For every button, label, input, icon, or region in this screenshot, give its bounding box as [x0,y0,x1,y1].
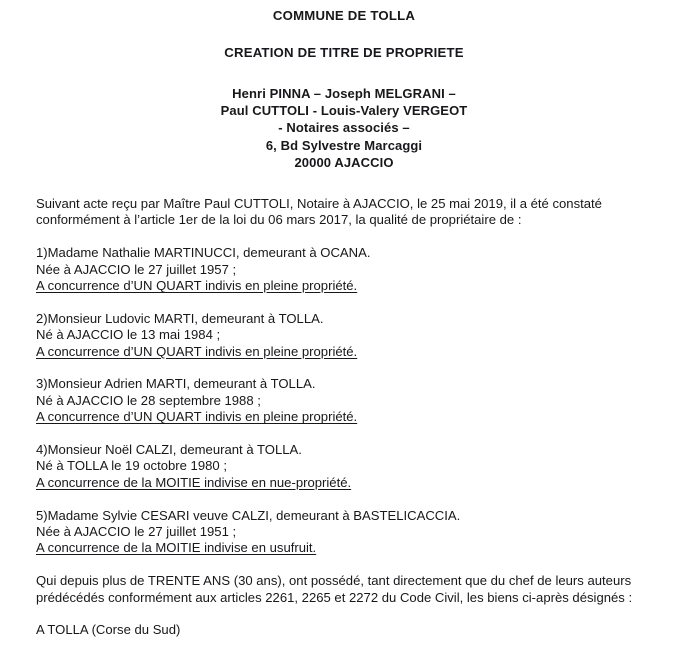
owner-entry-2 [36,311,650,360]
owner-identity: 1)Madame Nathalie MARTINUCCI, demeurant à OCANA. [36,245,371,261]
spacer [36,229,650,245]
owner-entry-1 [36,245,650,294]
owner-identity: 2)Monsieur Ludovic MARTI, demeurant à TOLLA. [36,310,324,326]
notary-street-address: 6, Bd Sylvestre Marcaggi [265,137,423,153]
owner-share: A concurrence d’UN QUART indivis en pleine propriété. [36,343,358,359]
owner-birth: Née à AJACCIO le 27 juillet 1951 ; [36,524,237,540]
owner-share: A concurrence de la MOITIE indivise en nue-propriété. [36,474,352,490]
owner-birth: Né à AJACCIO le 28 septembre 1988 ; [36,392,261,408]
owner-birth: Née à AJACCIO le 27 juillet 1957 ; [36,261,237,277]
owner-identity: 3)Monsieur Adrien MARTI, demeurant à TOLLA. [36,376,316,392]
spacer [36,360,650,376]
spacer [36,557,650,573]
possession-paragraph: Qui depuis plus de TRENTE ANS (30 ans), ont possédé, tant directement que du chef de leurs auteurs prédécédés conformément aux articles 2261, 2265 et 2272 du Code Civil, les biens ci-après désignés : [36,573,633,605]
notary-office-block [0,85,688,171]
owner-share: A concurrence d’UN QUART indivis en pleine propriété. [36,409,358,425]
notary-city-postcode: 20000 AJACCIO [294,154,394,170]
spacer [36,606,650,622]
owner-share: A concurrence d’UN QUART indivis en pleine propriété. [36,278,358,294]
spacer [36,491,650,507]
owner-entry-4 [36,442,650,491]
owner-identity: 5)Madame Sylvie CESARI veuve CALZI, demeurant à BASTELICACCIA. [36,507,461,523]
owner-birth: Né à AJACCIO le 13 mai 1984 ; [36,327,221,343]
page-title: COMMUNE DE TOLLA [272,8,416,23]
spacer [36,426,650,442]
owner-birth: Né à TOLLA le 19 octobre 1980 ; [36,458,227,474]
owner-entry-3 [36,376,650,425]
notary-names-line-2: Paul CUTTOLI - Louis-Valery VERGEOT [220,103,468,119]
document-header [0,0,688,171]
property-location-line: A TOLLA (Corse du Sud) [36,622,181,638]
notary-names-line-1: Henri PINNA – Joseph MELGRANI – [232,86,456,101]
notary-association-label: - Notaires associés – [278,120,410,136]
owner-identity: 4)Monsieur Noël CALZI, demeurant à TOLLA. [36,442,302,458]
document-subtitle: CREATION DE TITRE DE PROPRIETE [224,45,464,60]
intro-paragraph: Suivant acte reçu par Maître Paul CUTTOLI, Notaire à AJACCIO, le 25 mai 2019, il a été constaté conformément à l’article 1er de la loi du 06 mars 2017, la qualité de propriétaire de : [36,196,602,228]
document-body [0,196,688,639]
spacer [36,294,650,310]
owner-entry-5 [36,508,650,557]
owner-share: A concurrence de la MOITIE indivise en usufruit. [36,540,317,556]
